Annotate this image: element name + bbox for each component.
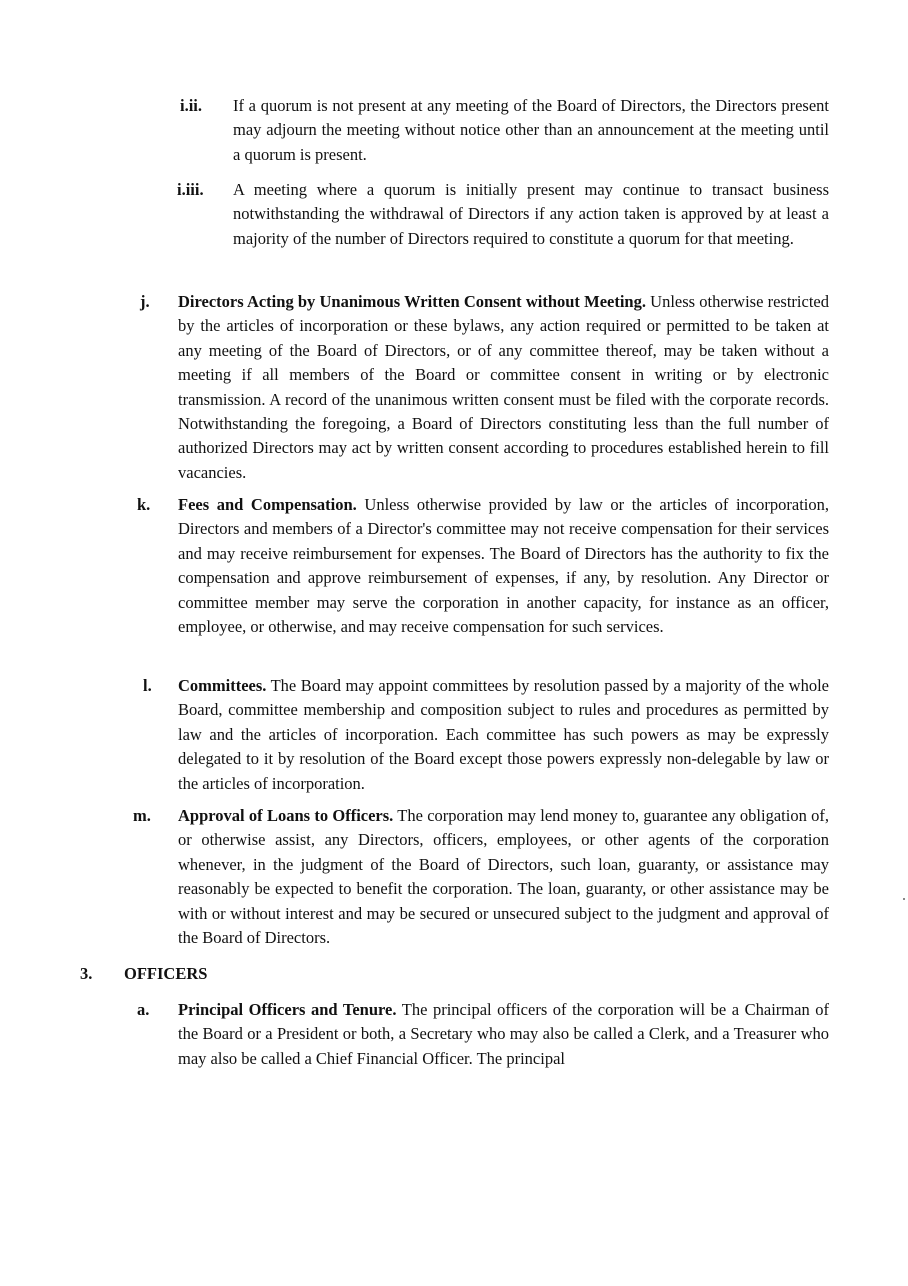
section-title: OFFICERS [124, 964, 208, 983]
item-body [178, 674, 829, 796]
item-body [178, 290, 829, 485]
item-marker: l. [143, 676, 152, 695]
item-heading: Approval of Loans to Officers. [178, 806, 394, 825]
scan-speck [903, 898, 905, 900]
item-body [178, 804, 829, 950]
item-body [178, 493, 829, 639]
item-marker: m. [133, 806, 151, 825]
item-text: The Board may appoint committees by resolution passed by a majority of the whole Board, committee membership and composition subject to rules and procedures as permitted by law and the articles of incorporation. Each committee has such powers as may be expressly delegated to it by resolution of the Board except those powers expressly non-delegable by law or the articles of incorporation. [178, 676, 829, 793]
item-heading: Principal Officers and Tenure. [178, 1000, 397, 1019]
item-text: If a quorum is not present at any meeting of the Board of Directors, the Directors present may adjourn the meeting without notice other than an announcement at the meeting until a quorum is present. [233, 96, 829, 164]
item-text: The principal officers of the corporation will be a Chairman of the Board or a President or both, a Secretary who may also be called a Clerk, and a Treasurer who may also be called a Chief Financial Officer. The principal [178, 1000, 830, 1068]
item-text: The corporation may lend money to, guarantee any obligation of, or otherwise assist, any Directors, officers, employees, or other agents of the corporation whenever, in the judgment of the Board of Directors, such loan, guaranty, or assistance may reasonably be expected to benefit the corporation. The loan, guaranty, or other assistance may be with or without interest and may be secured or unsecured subject to the judgment and approval of the Board of Directors. [178, 806, 829, 948]
item-heading: Fees and Compensation. [178, 495, 357, 514]
item-text: Unless otherwise provided by law or the articles of incorporation, Directors and members of a Director's committee may not receive compensation for their services and may receive reimbursement for expenses. The Board of Directors has the authority to fix the compensation and approve reimbursement of expenses, if any, by resolution. Any Director or committee member may serve the corporation in another capacity, for instance as an officer, employee, or otherwise, and may receive compensation for such services. [178, 495, 829, 637]
item-heading: Committees. [178, 676, 267, 695]
item-marker: k. [137, 495, 151, 514]
item-marker: i.ii. [180, 96, 203, 115]
item-marker: i.iii. [177, 180, 204, 199]
item-text: A meeting where a quorum is initially present may continue to transact business notwithstanding the withdrawal of Directors if any action taken is approved by at least a majority of the number of Directors required to constitute a quorum for that meeting. [233, 180, 829, 248]
section-number: 3. [80, 964, 93, 983]
item-marker: a. [137, 1000, 150, 1019]
item-marker: j. [140, 292, 150, 311]
item-heading: Directors Acting by Unanimous Written Consent without Meeting. [178, 292, 646, 311]
item-body [178, 998, 829, 1071]
item-text: Unless otherwise restricted by the articles of incorporation or these bylaws, any action required or permitted to be taken at any meeting of the Board of Directors, or of any committee thereof, may be taken without a meeting if all members of the Board or committee consent in writing or by electronic transmission. A record of the unanimous written consent must be filed with the corporate records. Notwithstanding the foregoing, a Board of Directors constituting less than the full number of authorized Directors may act by written consent according to procedures established herein to fill vacancies. [178, 292, 829, 482]
item-body [233, 94, 829, 167]
item-body [233, 178, 829, 251]
